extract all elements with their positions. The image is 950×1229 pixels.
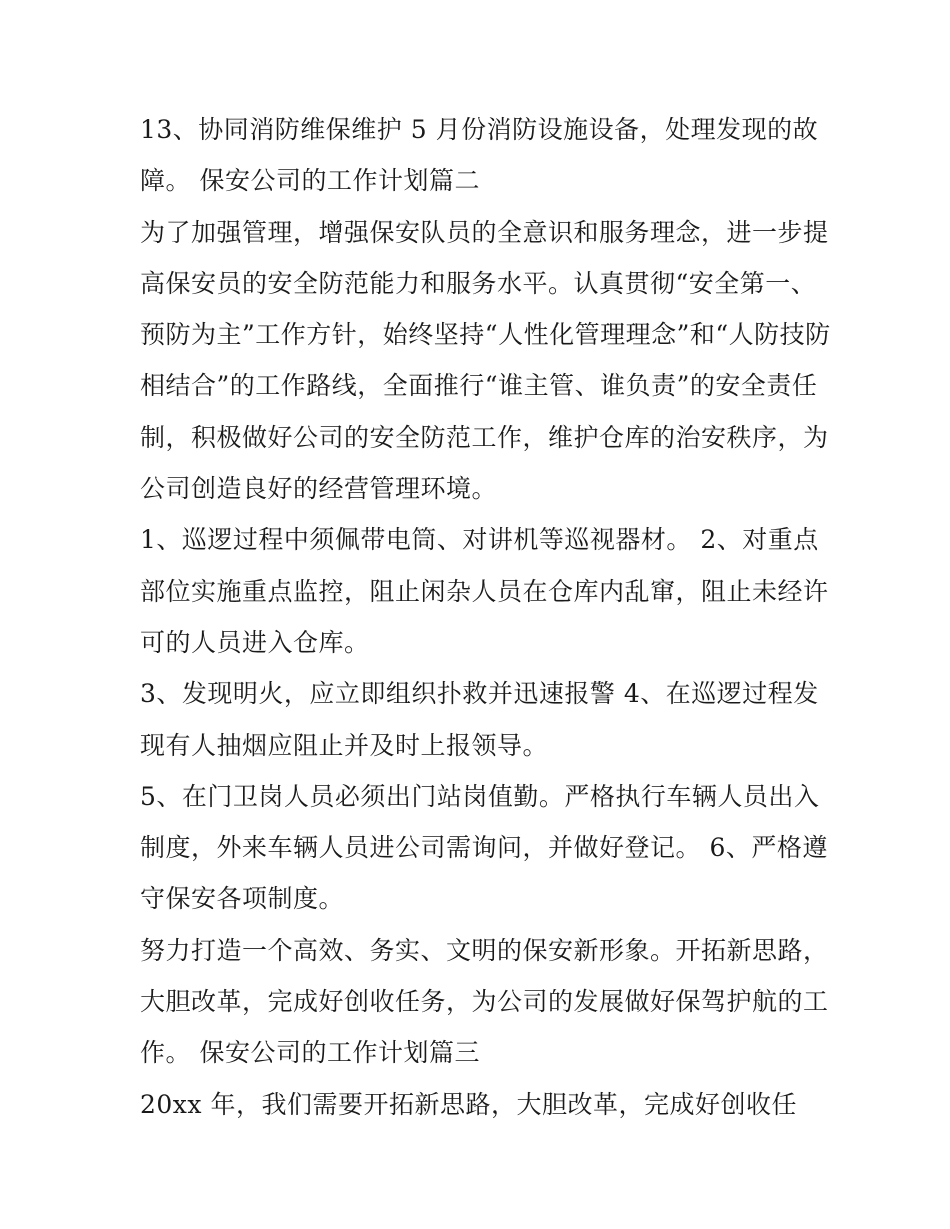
text-line: 20xx 年，我们需要开拓新思路，大胆改革，完成好创收任 — [140, 1089, 797, 1119]
text-line: 制，积极做好公司的安全防范工作，维护仓库的治安秩序，为 — [140, 422, 829, 452]
text-line: 公司创造良好的经营管理环境。 — [140, 474, 498, 504]
text-line: 高保安员的安全防范能力和服务水平。认真贯彻“安全第一、 — [140, 268, 817, 298]
text-line: 相结合”的工作路线，全面推行“谁主管、谁负责”的安全责任 — [140, 371, 818, 401]
text-line: 守保安各项制度。 — [140, 884, 345, 914]
text-line: 部位实施重点监控，阻止闲杂人员在仓库内乱窜，阻止未经许 — [140, 576, 829, 606]
text-line: 大胆改革，完成好创收任务，为公司的发展做好保驾护航的工 — [140, 987, 829, 1017]
text-line: 3、发现明火，应立即组织扑救并迅速报警 4、在巡逻过程发 — [140, 679, 819, 709]
text-line: 可的人员进入仓库。 — [140, 627, 370, 657]
text-line: 13、协同消防维保维护 5 月份消防设施设备，处理发现的故 — [140, 115, 819, 144]
text-line: 努力打造一个高效、务实、文明的保安新形象。开拓新思路， — [140, 935, 829, 965]
text-line: 现有人抽烟应阻止并及时上报领导。 — [140, 730, 549, 760]
text-line: 预防为主”工作方针，始终坚持“人性化管理理念”和“人防技防 — [140, 320, 831, 350]
text-line: 5、在门卫岗人员必须出门站岗值勤。严格执行车辆人员出入 — [140, 781, 820, 811]
text-line: 障。 保安公司的工作计划篇二 — [140, 166, 480, 196]
text-line: 1、巡逻过程中须佩带电筒、对讲机等巡视器材。 2、对重点 — [140, 525, 819, 555]
text-line: 为了加强管理，增强保安队员的全意识和服务理念，进一步提 — [140, 217, 829, 247]
text-line: 作。 保安公司的工作计划篇三 — [140, 1038, 480, 1068]
document-body — [140, 104, 831, 1130]
text-line: 制度，外来车辆人员进公司需询问，并做好登记。 6、严格遵 — [140, 833, 828, 863]
